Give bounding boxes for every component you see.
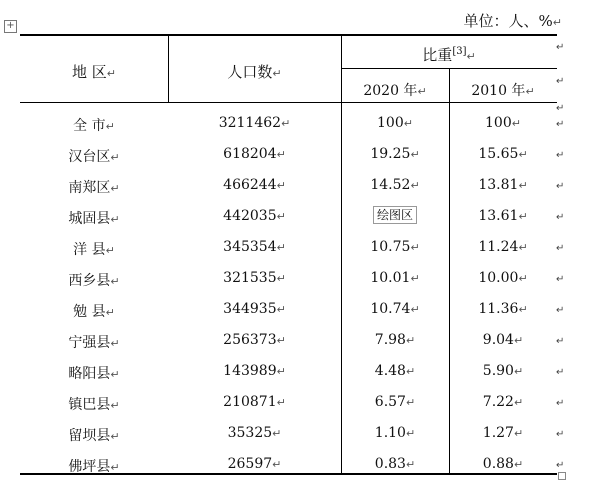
row-end-mark: ↵ [556, 367, 565, 378]
paragraph-mark: ↵ [276, 365, 286, 378]
header-proportion [341, 44, 557, 65]
cell-pct-2010 [449, 332, 557, 348]
paragraph-mark: ↵ [518, 272, 528, 285]
cell-population [168, 456, 341, 472]
cell-region-text: 佛坪县 [68, 459, 111, 475]
paragraph-mark: ↵ [518, 148, 528, 161]
row-end-mark: ↵ [556, 305, 565, 316]
cell-population-text: 35325 [227, 425, 273, 441]
cell-pct-2020-text: 7.98 [374, 332, 406, 348]
cell-pct-2020-text: 10.01 [370, 270, 411, 286]
cell-region-text: 留坝县 [68, 428, 111, 444]
cell-region-text: 镇巴县 [68, 397, 111, 413]
header-region [20, 61, 168, 82]
cell-region [20, 394, 168, 414]
cell-pct-2010 [449, 363, 557, 379]
paragraph-mark: ↵ [110, 182, 120, 195]
cell-region-text: 汉台区 [68, 149, 111, 165]
cell-population-text: 321535 [223, 270, 277, 286]
cell-population-text: 210871 [223, 394, 277, 410]
cell-pct-2010-text: 100 [485, 115, 512, 131]
row-end-mark: ↵ [556, 429, 565, 440]
cell-pct-2020 [341, 270, 449, 286]
table-top-rule [20, 34, 557, 36]
cell-pct-2010-text: 0.88 [482, 456, 514, 472]
row-end-mark: ↵ [556, 119, 565, 130]
cell-population [168, 394, 341, 410]
paragraph-mark: ↵ [272, 427, 282, 440]
row-end-mark: ↵ [556, 76, 565, 87]
paragraph-mark: ↵ [272, 458, 282, 471]
cell-population-text: 442035 [223, 208, 277, 224]
cell-region-text: 略阳县 [68, 366, 111, 382]
cell-region-text: 宁强县 [68, 335, 111, 351]
cell-population-text: 3211462 [218, 115, 282, 131]
cell-region-text: 全 市 [73, 118, 106, 134]
row-end-mark: ↵ [556, 181, 565, 192]
cell-pct-2010-text: 13.61 [478, 208, 519, 224]
paragraph-mark: ↵ [405, 334, 416, 347]
cell-region [20, 301, 168, 321]
row-end-mark: ↵ [556, 150, 565, 161]
cell-pct-2010-text: 11.24 [478, 239, 519, 255]
header-year-2010 [449, 80, 557, 100]
paragraph-mark: ↵ [518, 241, 528, 254]
cell-region-text: 城固县 [68, 211, 111, 227]
paragraph-mark: ↵ [417, 85, 427, 98]
row-end-mark: ↵ [556, 274, 565, 285]
paragraph-mark: ↵ [110, 368, 120, 381]
paragraph-mark: ↵ [410, 303, 420, 316]
cell-pct-2010-text: 5.90 [482, 363, 514, 379]
paragraph-mark: ↵ [405, 427, 416, 440]
cell-population-text: 143989 [223, 363, 277, 379]
paragraph-mark: ↵ [525, 85, 535, 98]
paragraph-mark: ↵ [552, 16, 562, 29]
cell-population [168, 270, 341, 286]
paragraph-mark: ↵ [403, 117, 413, 130]
unit-text: 单位：人、% [463, 12, 553, 30]
paragraph-mark: ↵ [110, 430, 120, 443]
row-end-mark: ↵ [556, 460, 565, 471]
cell-population [168, 363, 341, 379]
cell-pct-2020-text: 14.52 [370, 177, 411, 193]
paragraph-mark: ↵ [110, 399, 120, 412]
paragraph-mark: ↵ [410, 148, 420, 161]
cell-pct-2020-text: 1.10 [374, 425, 406, 441]
paragraph-mark: ↵ [276, 272, 286, 285]
paragraph-mark: ↵ [105, 120, 115, 133]
cell-pct-2010 [449, 425, 557, 441]
table-resize-handle[interactable] [558, 472, 566, 480]
header-year-2010-text: 2010 年 [471, 83, 526, 99]
header-population-text: 人口数 [227, 63, 273, 81]
cell-pct-2020 [341, 239, 449, 255]
cell-pct-2010-text: 11.36 [478, 301, 519, 317]
paragraph-mark: ↵ [513, 334, 524, 347]
cell-population [168, 425, 341, 441]
paragraph-mark: ↵ [405, 396, 416, 409]
cell-pct-2010 [449, 270, 557, 286]
paragraph-mark: ↵ [272, 67, 282, 80]
paragraph-mark: ↵ [405, 365, 416, 378]
cell-population [168, 146, 341, 162]
row-end-mark: ↵ [556, 103, 565, 114]
cell-pct-2020 [341, 177, 449, 193]
chart-placeholder[interactable]: 绘图区 [373, 206, 417, 224]
cell-pct-2020-text: 100 [377, 115, 404, 131]
header-year-2020-text: 2020 年 [363, 83, 418, 99]
cell-pct-2020 [341, 456, 449, 472]
cell-pct-2010-text: 1.27 [482, 425, 514, 441]
cell-pct-2010 [449, 208, 557, 224]
cell-region [20, 425, 168, 445]
cell-pct-2020-text: 10.74 [370, 301, 411, 317]
cell-population [168, 115, 341, 131]
row-end-mark: ↵ [556, 336, 565, 347]
cell-population [168, 332, 341, 348]
cell-population-text: 345354 [223, 239, 277, 255]
cell-population-text: 26597 [227, 456, 273, 472]
cell-pct-2020 [341, 146, 449, 162]
paragraph-mark: ↵ [410, 241, 420, 254]
row-end-mark: ↵ [556, 243, 565, 254]
cell-pct-2010 [449, 115, 557, 131]
cell-region [20, 146, 168, 166]
paragraph-mark: ↵ [405, 458, 416, 471]
cell-pct-2010-text: 9.04 [482, 332, 514, 348]
cell-pct-2020 [341, 425, 449, 441]
paragraph-mark: ↵ [518, 179, 528, 192]
cell-pct-2010 [449, 146, 557, 162]
cell-pct-2020 [341, 394, 449, 410]
cell-region [20, 456, 168, 476]
paragraph-mark: ↵ [276, 334, 286, 347]
paragraph-mark: ↵ [106, 67, 116, 80]
cell-pct-2010-text: 10.00 [478, 270, 519, 286]
cell-pct-2010 [449, 394, 557, 410]
cell-population [168, 239, 341, 255]
paragraph-mark: ↵ [110, 275, 120, 288]
cell-pct-2010-text: 15.65 [478, 146, 519, 162]
paragraph-mark: ↵ [105, 306, 115, 319]
paragraph-mark: ↵ [276, 148, 286, 161]
cell-pct-2010 [449, 301, 557, 317]
header-bottom-rule [20, 102, 557, 103]
row-end-mark: ↵ [556, 212, 565, 223]
row-end-mark: ↵ [556, 42, 565, 53]
cell-pct-2020 [341, 206, 449, 224]
paragraph-mark: ↵ [276, 241, 286, 254]
cell-region-text: 勉 县 [73, 304, 106, 320]
paragraph-mark: ↵ [513, 427, 524, 440]
paragraph-mark: ↵ [110, 461, 120, 474]
table-move-handle-icon[interactable]: + [4, 20, 17, 33]
cell-pct-2010-text: 13.81 [478, 177, 519, 193]
footnote-ref[interactable]: [3] [452, 46, 467, 57]
cell-population-text: 256373 [223, 332, 277, 348]
paragraph-mark: ↵ [281, 117, 291, 130]
cell-region-text: 南郑区 [68, 180, 111, 196]
paragraph-mark: ↵ [276, 210, 286, 223]
paragraph-mark: ↵ [276, 303, 286, 316]
cell-population [168, 177, 341, 193]
cell-pct-2020 [341, 301, 449, 317]
paragraph-mark: ↵ [410, 272, 420, 285]
cell-pct-2010 [449, 177, 557, 193]
unit-label [464, 10, 562, 31]
cell-region-text: 洋 县 [73, 242, 106, 258]
paragraph-mark: ↵ [276, 396, 286, 409]
header-proportion-text: 比重 [422, 46, 453, 64]
cell-pct-2020-text: 4.48 [374, 363, 406, 379]
cell-region [20, 363, 168, 383]
paragraph-mark: ↵ [513, 396, 524, 409]
cell-pct-2020-text: 19.25 [370, 146, 411, 162]
header-year-2020 [341, 80, 449, 100]
cell-population [168, 208, 341, 224]
paragraph-mark: ↵ [518, 210, 528, 223]
cell-population-text: 344935 [223, 301, 277, 317]
paragraph-mark: ↵ [105, 244, 115, 257]
paragraph-mark: ↵ [466, 50, 476, 63]
paragraph-mark: ↵ [110, 337, 120, 350]
paragraph-mark: ↵ [511, 117, 521, 130]
cell-pct-2020 [341, 363, 449, 379]
cell-pct-2020 [341, 332, 449, 348]
cell-pct-2020-text: 0.83 [374, 456, 406, 472]
cell-pct-2010 [449, 239, 557, 255]
cell-region-text: 西乡县 [68, 273, 111, 289]
paragraph-mark: ↵ [110, 151, 120, 164]
cell-pct-2020 [341, 115, 449, 131]
row-end-mark: ↵ [556, 398, 565, 409]
cell-population-text: 618204 [223, 146, 277, 162]
cell-region [20, 270, 168, 290]
cell-pct-2010 [449, 456, 557, 472]
cell-pct-2020-text: 6.57 [374, 394, 406, 410]
header-region-text: 地 区 [72, 63, 107, 81]
paragraph-mark: ↵ [110, 213, 120, 226]
paragraph-mark: ↵ [513, 365, 524, 378]
paragraph-mark: ↵ [276, 179, 286, 192]
cell-region [20, 239, 168, 259]
header-population [168, 61, 341, 82]
cell-region [20, 208, 168, 228]
cell-pct-2010-text: 7.22 [482, 394, 514, 410]
cell-population [168, 301, 341, 317]
paragraph-mark: ↵ [518, 303, 528, 316]
paragraph-mark: ↵ [410, 179, 420, 192]
cell-region [20, 115, 168, 135]
cell-population-text: 466244 [223, 177, 277, 193]
cell-pct-2020-text: 10.75 [370, 239, 411, 255]
cell-region [20, 177, 168, 197]
paragraph-mark: ↵ [513, 458, 524, 471]
cell-region [20, 332, 168, 352]
